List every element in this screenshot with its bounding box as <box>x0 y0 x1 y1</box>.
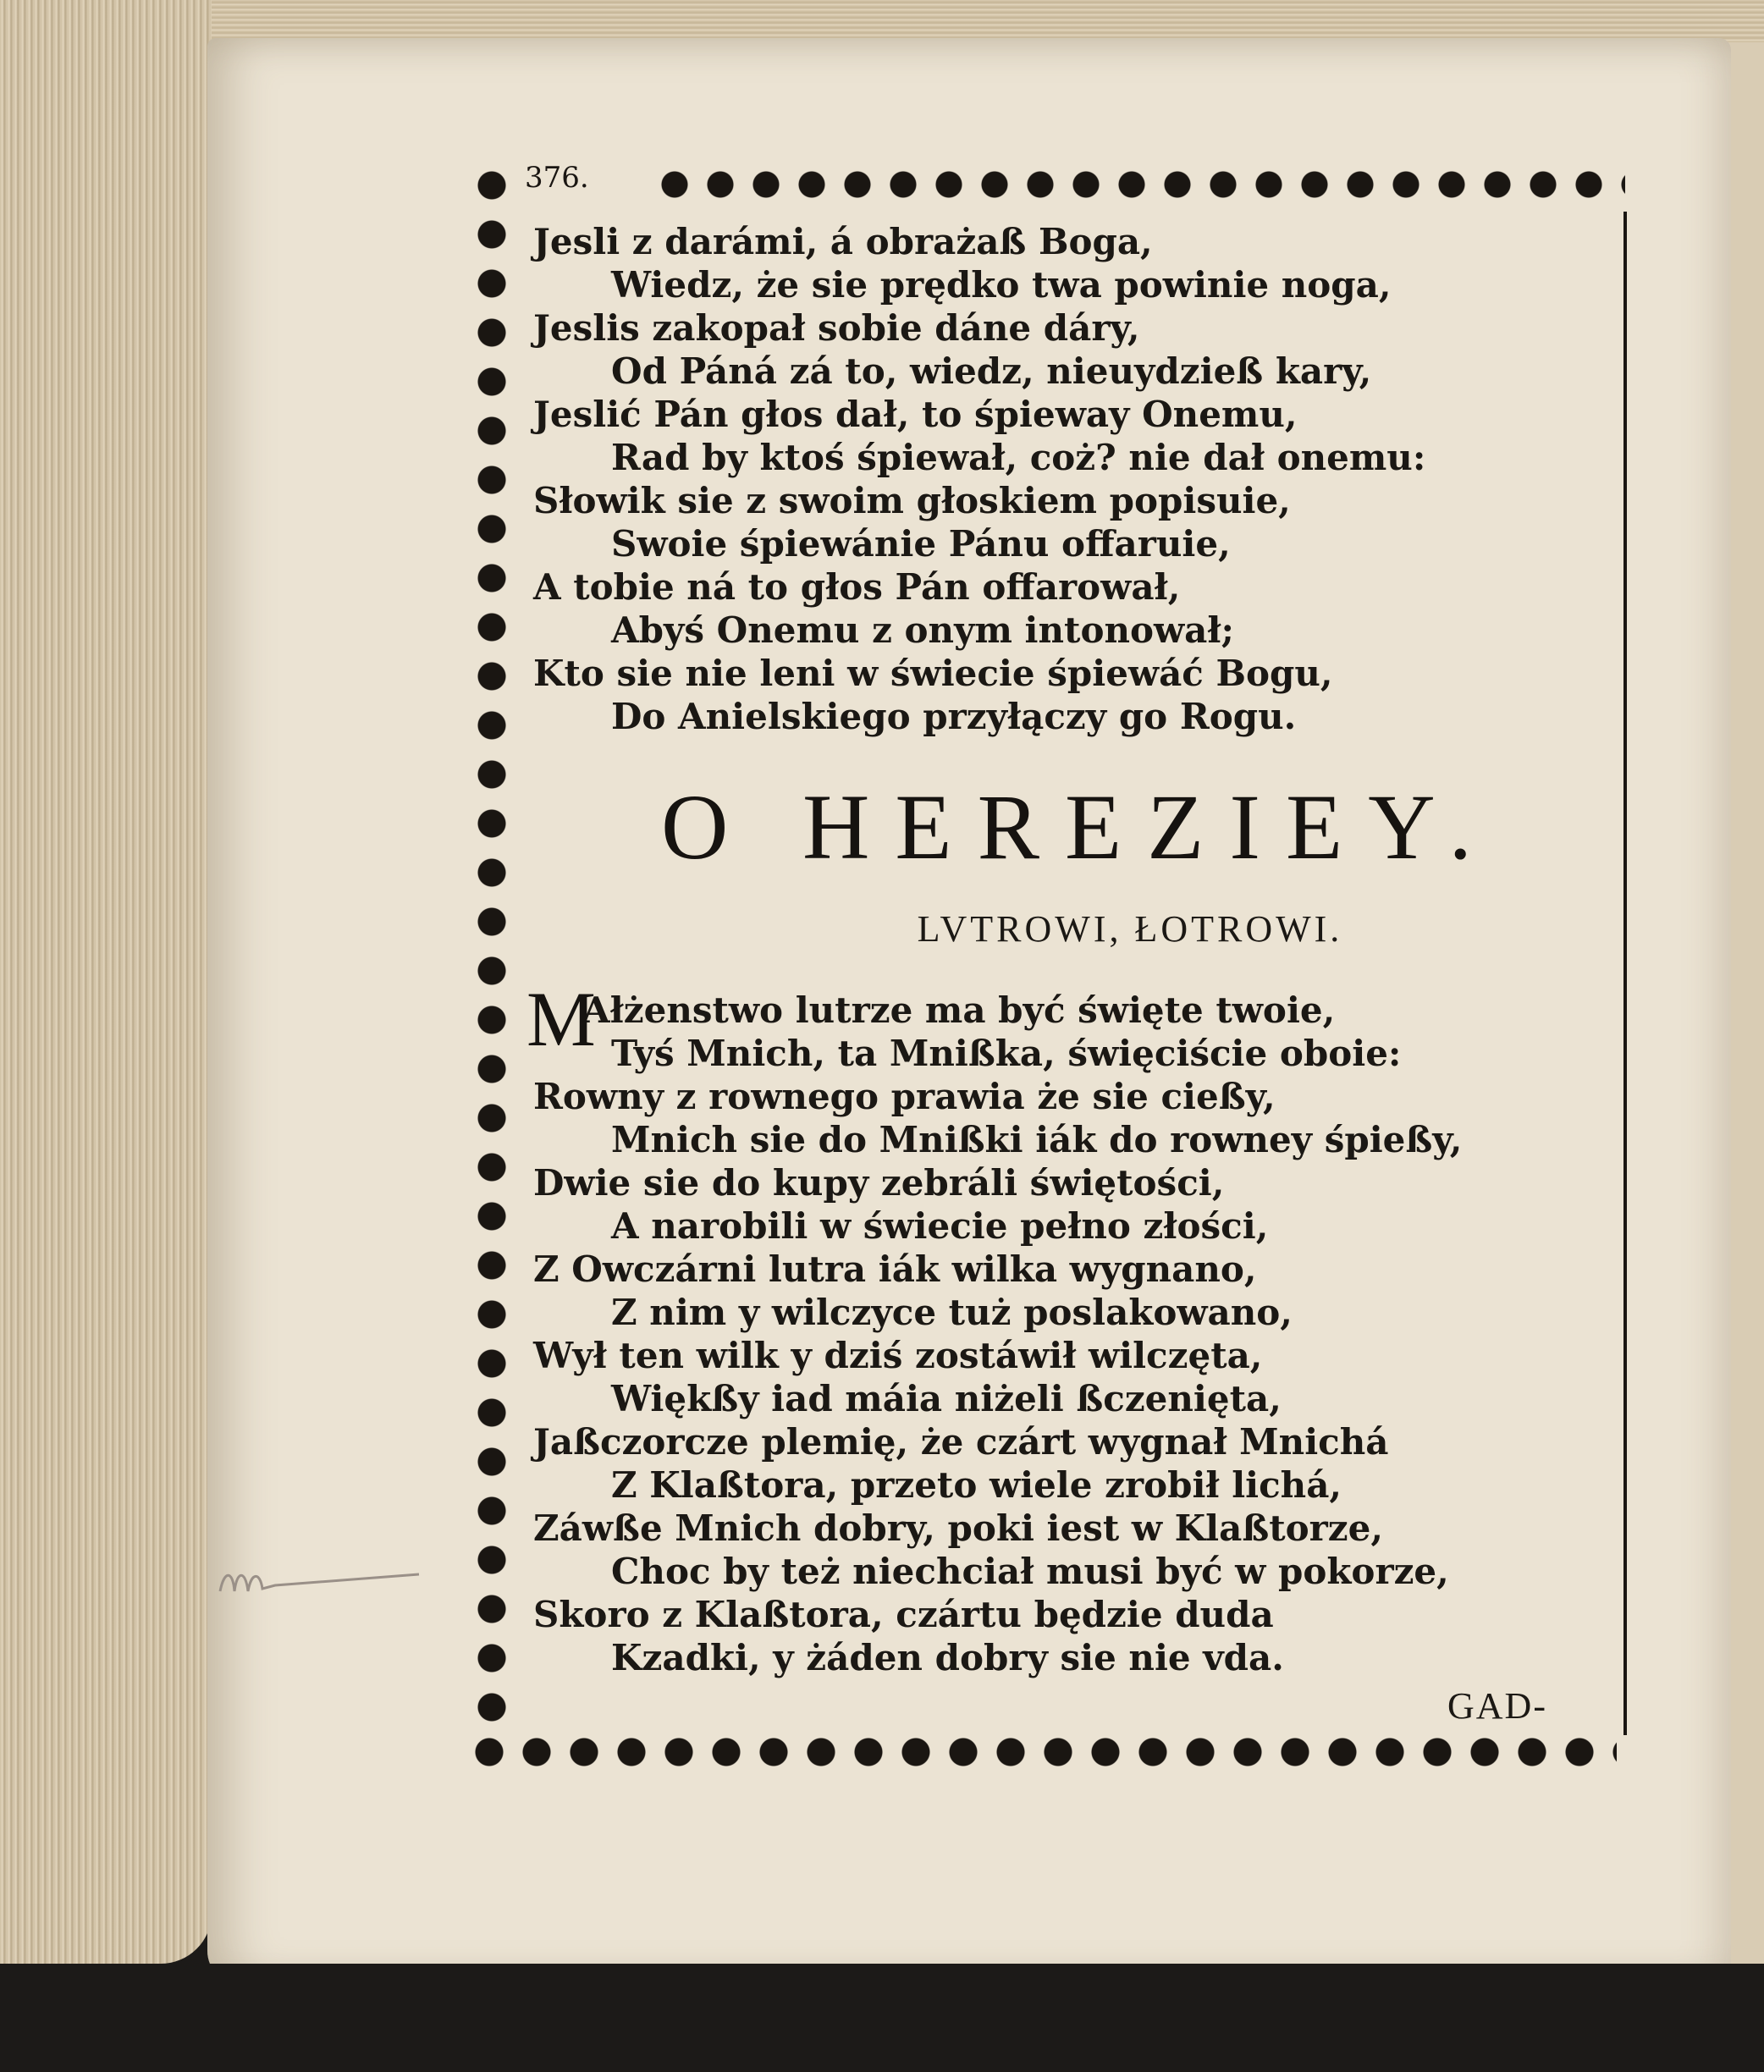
verse-line: Tyś Mnich, ta Mnißka, święciście oboie: <box>611 1033 1402 1074</box>
verse-line: Abyś Onemu z onym intonował; <box>611 609 1235 651</box>
verse-line: Kto sie nie leni w świecie śpiewáć Bogu, <box>533 653 1333 694</box>
verse-line: Od Páná zá to, wiedz, nieuydzieß kary, <box>611 350 1372 392</box>
poem-first <box>533 220 1625 738</box>
text-block-fore-edge <box>0 0 212 1964</box>
facing-page-edge <box>1727 42 1764 1972</box>
verse-line: Wiedz, że sie prędko twa powinie noga, <box>611 264 1392 306</box>
verse-line: Rowny z rownego prawia że sie cießy, <box>533 1076 1276 1117</box>
verse-line: Jeslić Pán głos dał, to śpieway Onemu, <box>533 394 1298 435</box>
verse-line: Do Anielskiego przyłączy go Rogu. <box>611 696 1297 737</box>
catchword: GAD- <box>1447 1685 1547 1727</box>
ornament-border-left <box>466 161 518 1744</box>
verse-line: Z nim y wilczyce tuż poslakowano, <box>611 1292 1293 1333</box>
verse-line: Więkßy iad máia niżeli ßczenięta, <box>611 1378 1282 1419</box>
poem-second <box>526 976 1625 1679</box>
verse-line: A narobili w świecie pełno złości, <box>611 1205 1269 1247</box>
verse-line: Wył ten wilk y dziś zostáwił wilczęta, <box>533 1335 1263 1376</box>
verse-line: Jaßczorcze plemię, że czárt wygnał Mnichá <box>533 1421 1389 1463</box>
ornament-border-bottom <box>466 1727 1617 1777</box>
section-subheading: LVTROWI, ŁOTROWI. <box>917 908 1343 950</box>
verse-line: Choc by też niechciał musi być w pokorze, <box>611 1551 1449 1592</box>
verse-line: Z Klaßtora, przeto wiele zrobił lichá, <box>611 1464 1342 1506</box>
page-number: 376. <box>525 161 589 195</box>
pencil-annotation <box>216 1553 427 1604</box>
background-shadow <box>0 1964 1764 2072</box>
verse-line: Ałżenstwo lutrze ma być święte twoie, <box>582 989 1336 1031</box>
verse-line: Skoro z Klaßtora, czártu będzie duda <box>533 1594 1274 1635</box>
verse-line: Kzadki, y żáden dobry sie nie vda. <box>611 1637 1284 1678</box>
text-area <box>526 220 1625 1679</box>
verse-line: Swoie śpiewánie Pánu offaruie, <box>611 523 1231 565</box>
verse-line: Z Owczárni lutra iák wilka wygnano, <box>533 1248 1257 1290</box>
page-frame <box>457 144 1625 1820</box>
verse-line: A tobie ná to głos Pán offarował, <box>533 566 1181 608</box>
verse-line: Rad by ktoś śpiewał, coż? nie dał onemu: <box>611 437 1426 478</box>
verse-line: Dwie sie do kupy zebráli świętości, <box>533 1162 1225 1204</box>
verse-line: Słowik sie z swoim głoskiem popisuie, <box>533 480 1291 521</box>
verse-line: Jeslis zakopał sobie dáne dáry, <box>533 307 1140 349</box>
verse-line: Mnich sie do Mnißki iák do rowney śpießy, <box>611 1119 1463 1160</box>
drop-capital: M <box>526 976 596 1062</box>
verse-line: Jesli z darámi, á obrażaß Boga, <box>533 221 1153 262</box>
verse-line: Záwße Mnich dobry, poki iest w Klaßtorze, <box>533 1507 1384 1549</box>
section-heading: O HEREZIEY. <box>661 775 1497 879</box>
ornament-border-top <box>652 161 1625 208</box>
